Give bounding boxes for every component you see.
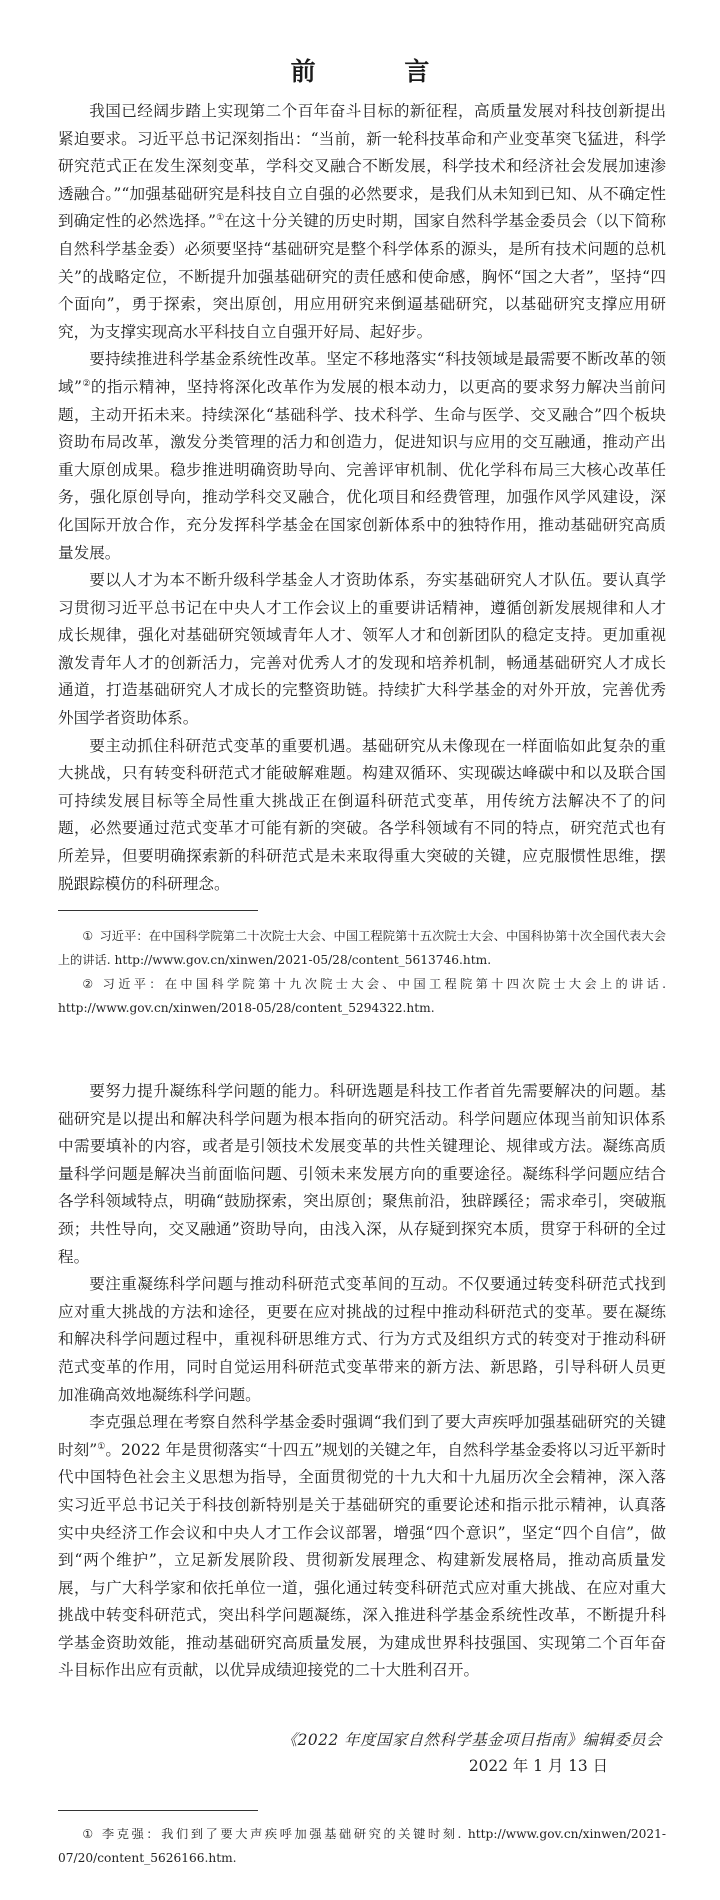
footnote-ref[interactable]: ① [97,1441,106,1452]
paragraph-text: 要持续推进科学基金系统性改革。坚定不移地落实“科技领域是最需要不断改革的领域” [58,350,666,396]
footnote-text: 习近平：在中国科学院第二十次院士大会、中国工程院第十五次院士大会、中国科协第十次全国代表大会上的讲话. http://www.gov.cn/xinwen/2021-05/28/content_5613746.htm. [58,929,666,967]
footnote [58,1822,666,1870]
paragraph-text: 要注重凝练科学问题与推动科研范式变革间的互动。不仅要通过转变科研范式找到应对重大挑战的方法和途径，更要在应对挑战的过程中推动科研范式的变革。要在凝练和解决科学问题过程中，重视科研思维方式、行为方式及组织方式的转变对于推动科研范式变革的作用，同时自觉运用科研范式变革带来的新方法、新思路，引导科研人员更加准确高效地凝练科学问题。 [58,1275,666,1404]
footnote-text: 李克强：我们到了要大声疾呼加强基础研究的关键时刻. http://www.gov.cn/xinwen/2021-07/20/content_5626166.htm. [58,1827,666,1865]
footnotes-section-2 [58,1822,666,1870]
footnote-mark: ① [82,929,94,943]
paragraph-text: 李克强总理在考察自然科学基金委时强调“我们到了要大声疾呼加强基础研究的关键时刻” [58,1413,666,1459]
footnote [58,972,666,1020]
footnote-text: 习近平：在中国科学院第十九次院士大会、中国工程院第十四次院士大会上的讲话. http://www.gov.cn/xinwen/2018-05/28/content_5294322.htm. [58,977,666,1015]
paragraph-text: 。2022 年是贯彻落实“十四五”规划的关键之年，自然科学基金委将以习近平新时代中国特色社会主义思想为指导，全面贯彻党的十九大和十九届历次全会精神，深入落实习近平总书记关于科技创新特别是关于基础研究的重要论述和指示批示精神，认真落实中央经济工作会议和中央人才工作会议部署，增强“四个意识”，坚定“四个自信”，做到“两个维护”，立足新发展阶段、贯彻新发展理念、构建新发展格局，推动高质量发展，与广大科学家和依托单位一道，强化通过转变科研范式应对重大挑战、在应对重大挑战中转变科研范式，突出科学问题凝练，深入推进科学基金系统性改革，不断提升科学基金资助效能，推动基础研究高质量发展，为建成世界科技强国、实现第二个百年奋斗目标作出应有贡献，以优异成绩迎接党的二十大胜利召开。 [58,1440,666,1680]
footnote-ref[interactable]: ① [215,213,225,224]
paragraph-text: 要努力提升凝练科学问题的能力。科研选题是科技工作者首先需要解决的问题。基础研究是以提出和解决科学问题为根本指向的研究活动。科学问题应体现当前知识体系中需要填补的内容，或者是引领技术发展变革的共性关键理论、规律或方法。凝练高质量科学问题是解决当前面临问题、引领未来发展方向的重要途径。凝练科学问题应结合各学科领域特点，明确“鼓励探索，突出原创；聚焦前沿，独辟蹊径；需求牵引，突破瓶颈；共性导向，交叉融通”资助导向，由浅入深，从存疑到探究本质，贯穿于科研的全过程。 [58,1082,666,1266]
paragraph [58,346,666,567]
paragraph [58,1409,666,1685]
signature-org: 《2022 年度国家自然科学基金项目指南》编辑委员会 [281,1731,662,1749]
paragraph-text: 要以人才为本不断升级科学基金人才资助体系，夯实基础研究人才队伍。要认真学习贯彻习近平总书记在中央人才工作会议上的重要讲话精神，遵循创新发展规律和人才成长规律，强化对基础研究领域青年人才、领军人才和创新团队的稳定支持。更加重视激发青年人才的创新活力，完善对优秀人才的发现和培养机制，畅通基础研究人才成长通道，打造基础研究人才成长的完整资助链。持续扩大科学基金的对外开放，完善优秀外国学者资助体系。 [58,571,666,728]
footnote [58,924,666,972]
paragraph [58,733,666,899]
paragraph [58,1271,666,1409]
footnotes-section-1 [58,924,666,1020]
paragraph [58,98,666,346]
paragraph-text: 要主动抓住科研范式变革的重要机遇。基础研究从未像现在一样面临如此复杂的重大挑战，只有转变科研范式才能破解难题。构建双循环、实现碳达峰碳中和以及联合国可持续发展目标等全局性重大挑战正在倒逼科研范式变革，用传统方法解决不了的问题，必然要通过范式变革才可能有新的突破。各学科领域有不同的特点，研究范式也有所差异，但要明确探索新的科研范式是未来取得重大突破的关键，应克服惯性思维，摆脱跟踪模仿的科研理念。 [58,736,666,893]
paragraph-text: 我国已经阔步踏上实现第二个百年奋斗目标的新征程，高质量发展对科技创新提出紧迫要求。习近平总书记深刻指出：“当前，新一轮科技革命和产业变革突飞猛进，科学研究范式正在发生深刻变革，学科交叉融合不断发展，科学技术和经济社会发展加速渗透融合。”“加强基础研究是科技自立自强的必然要求，是我们从未知到已知、从不确定性到确定性的必然选择。” [58,102,666,231]
paragraph [58,567,666,733]
signature-block [162,1728,662,1776]
signature-date: 2022 年 1 月 13 日 [468,1757,608,1775]
footnote-divider [58,910,258,911]
footnote-mark: ① [82,1827,96,1841]
paragraph [58,1078,666,1271]
footnote-mark: ② [82,977,97,991]
paragraph-text: 的指示精神，坚持将深化改革作为发展的根本动力，以更高的要求努力解决当前问题，主动开拓未来。持续深化“基础科学、技术科学、生命与医学、交叉融合”四个板块资助布局改革，激发分类管理的活力和创造力，促进知识与应用的交互融通，推动产出重大原创成果。稳步推进明确资助导向、完善评审机制、优化学科布局三大核心改革任务，强化原创导向，推动学科交叉融合，优化项目和经费管理，加强作风学风建设，深化国际开放合作，充分发挥科学基金在国家创新体系中的独特作用，推动基础研究高质量发展。 [58,377,666,562]
footnote-ref[interactable]: ② [81,378,91,389]
body-section-1 [58,98,666,898]
page-title: 前 言 [290,57,470,86]
footnote-divider [58,1810,258,1811]
body-section-2 [58,1078,666,1685]
paragraph-text: 在这十分关键的历史时期，国家自然科学基金委员会（以下简称自然科学基金委）必须要坚持“基础研究是整个科学体系的源头，是所有技术问题的总机关”的战略定位，不断提升加强基础研究的责任感和使命感，胸怀“国之大者”，坚持“四个面向”，勇于探索，突出原创，用应用研究来倒逼基础研究，以基础研究支撑应用研究，为支撑实现高水平科技自立自强开好局、起好步。 [58,212,666,341]
